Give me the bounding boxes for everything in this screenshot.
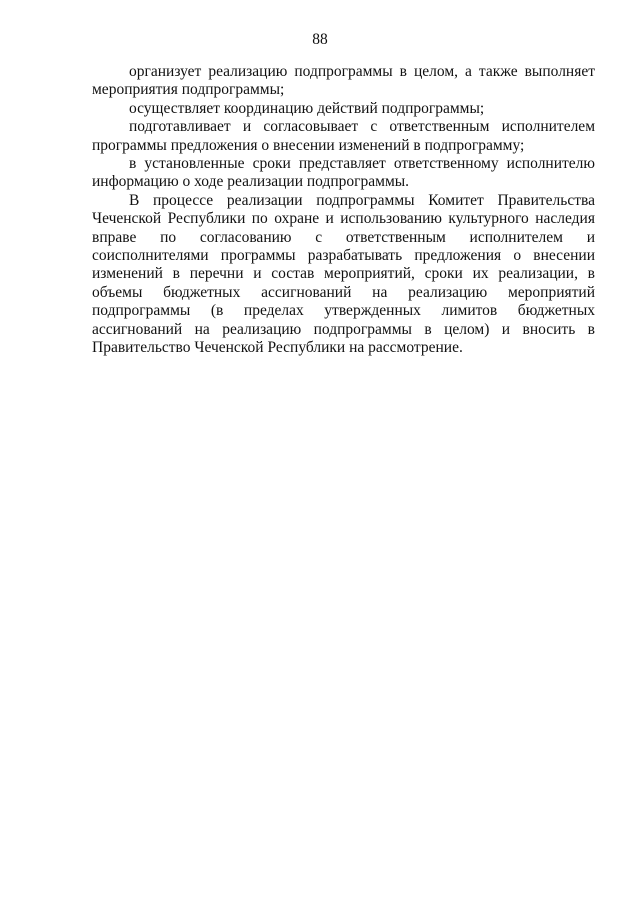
paragraph-coordination: осуществляет координацию действий подпрограммы; — [129, 99, 485, 117]
paragraph-committee-rights: В процессе реализации подпрограммы Комитет Правительства Чеченской Республики по охране и использованию культурного наследия вправе по согласованию с ответственным исполнителем и соисполнителями программы разрабатывать предложения о внесении изменений в перечни и состав мероприятий, сроки их реализации, в объемы бюджетных ассигнований на реализацию мероприятий подпрограммы (в пределах утвержденных лимитов бюджетных ассигнований на реализацию подпрограммы в целом) и вносить в Правительство Чеченской Республики на рассмотрение. — [92, 191, 595, 357]
paragraph-organizes: организует реализацию подпрограммы в целом, а также выполняет мероприятия подпрограммы; — [92, 63, 595, 99]
page-number: 88 — [312, 31, 328, 48]
paragraph-reports-progress: в установленные сроки представляет ответственному исполнителю информацию о ходе реализации подпрограммы. — [92, 155, 595, 191]
document-body — [92, 63, 595, 358]
paragraph-prepares-proposals: подготавливает и согласовывает с ответственным исполнителем программы предложения о внесении изменений в подпрограмму; — [92, 118, 595, 154]
